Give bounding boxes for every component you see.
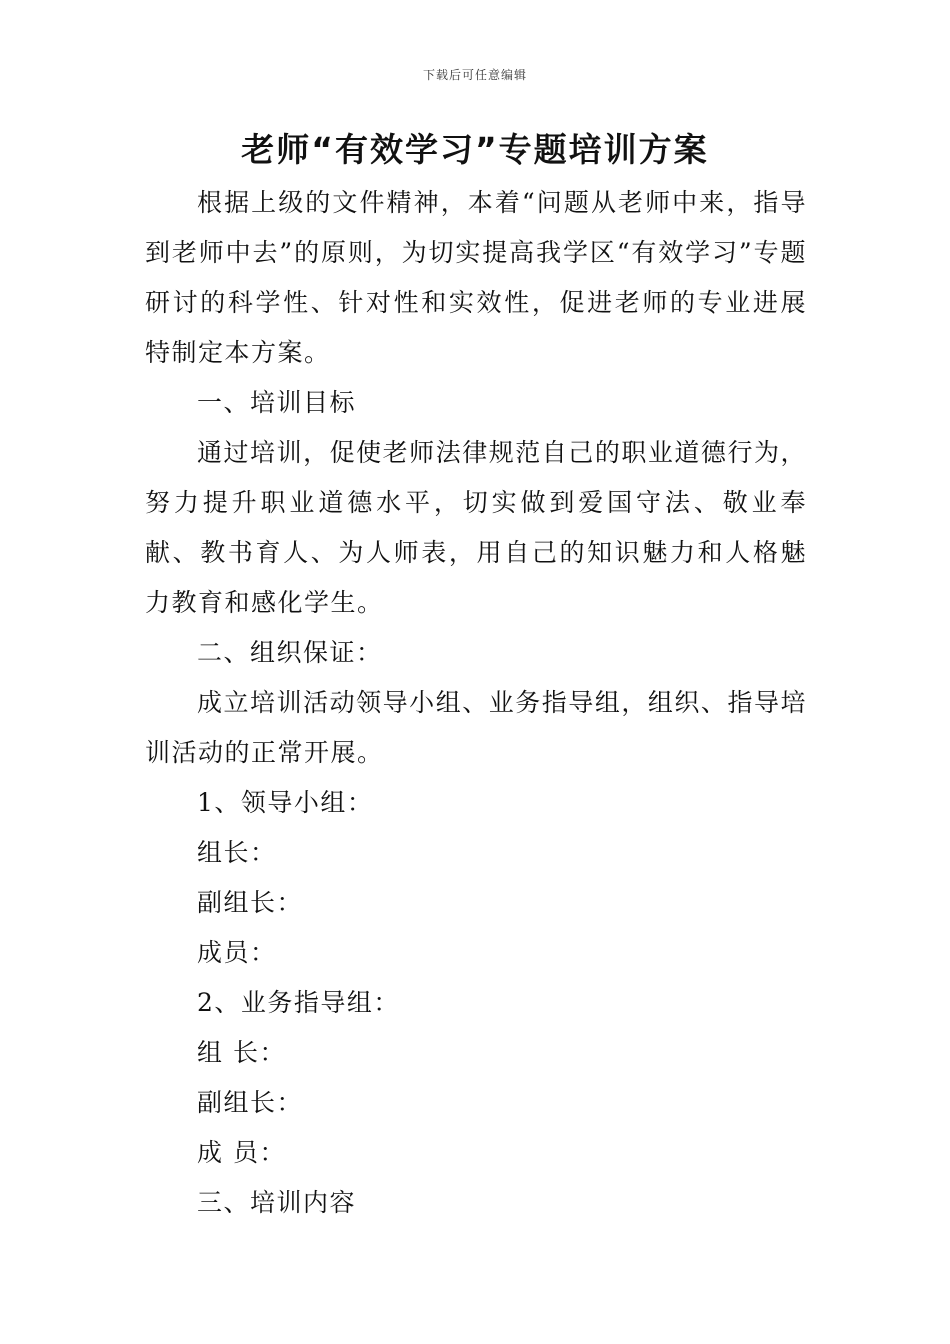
list-item: 成员：	[197, 938, 277, 967]
paragraph-organization: 成立培训活动领导小组、业务指导组，组织、指导培训活动的正常开展。	[145, 688, 807, 767]
paragraph-training-goals: 通过培训，促使老师法律规范自己的职业道德行为，努力提升职业道德水平，切实做到爱国守法、敬业奉献、教书育人、为人师表，用自己的知识魅力和人格魅力教育和感化学生。	[145, 438, 807, 617]
header-note: 下载后可任意编辑	[422, 68, 527, 82]
subheading-guidance-group: 2、业务指导组：	[197, 988, 400, 1017]
heading-organization: 二、组织保证：	[197, 638, 383, 667]
heading-training-goals: 一、培训目标	[197, 388, 357, 417]
list-item: 成 员：	[197, 1138, 286, 1167]
heading-training-content: 三、培训内容	[197, 1188, 357, 1217]
list-item: 副组长：	[197, 888, 304, 917]
document-body	[145, 178, 807, 1228]
list-item: 组 长：	[197, 1038, 286, 1067]
list-item: 组长：	[197, 838, 277, 867]
document-title: 老师“有效学习”专题培训方案	[241, 130, 709, 169]
paragraph-intro: 根据上级的文件精神，本着“问题从老师中来，指导到老师中去”的原则，为切实提高我学区“有效学习”专题研讨的科学性、针对性和实效性，促进老师的专业进展特制定本方案。	[145, 188, 807, 367]
list-item: 副组长：	[197, 1088, 304, 1117]
subheading-leadership-group: 1、领导小组：	[197, 788, 374, 817]
